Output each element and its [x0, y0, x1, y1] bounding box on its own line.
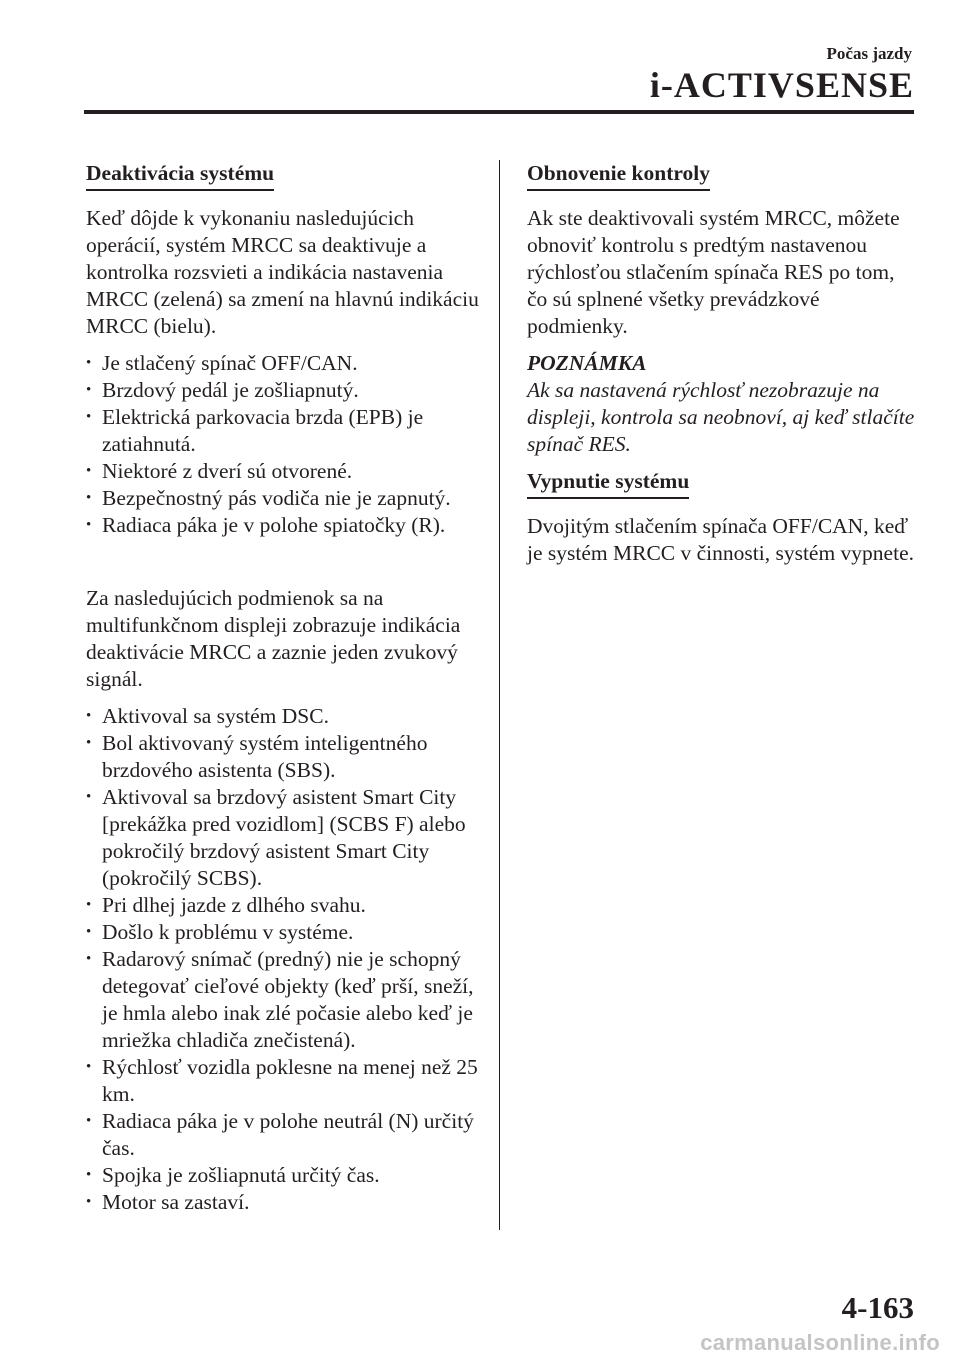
list-item: • Bol aktivovaný systém inteligentného brzdového asistenta (SBS). — [86, 730, 486, 784]
heading-deactivation: Deaktivácia systému — [86, 160, 274, 191]
list-item: • Spojka je zošliapnutá určitý čas. — [86, 1162, 486, 1189]
list-item: • Rýchlosť vozidla poklesne na menej než 25 km. — [86, 1054, 486, 1108]
list-item: • Aktivoval sa brzdový asistent Smart City [prekážka pred vozidlom] (SCBS F) alebo pokročilý brzdový asistent Smart City (pokročilý SCBS). — [86, 784, 486, 892]
turn-off-paragraph: Dvojitým stlačením spínača OFF/CAN, keď je systém MRCC v činnosti, systém vypnete. — [527, 514, 914, 565]
resume-paragraph: Ak ste deaktivovali systém MRCC, môžete obnoviť kontrolu s predtým nastavenou rýchlosťou stlačením spínača RES po tom, čo sú splnené všetky prevádzkové podmienky. — [527, 206, 900, 338]
list-item: • Aktivoval sa systém DSC. — [86, 703, 486, 730]
conditions-paragraph: Za nasledujúcich podmienok sa na multifunkčnom displeji zobrazuje indikácia deaktivácie MRCC a zaznie jeden zvukový signál. — [86, 586, 461, 691]
column-divider — [499, 160, 500, 1230]
heading-resume-control: Obnovenie kontroly — [527, 160, 710, 191]
deactivation-list — [86, 350, 486, 539]
list-item: • Je stlačený spínač OFF/CAN. — [86, 350, 486, 377]
note-text: Ak sa nastavená rýchlosť nezobrazuje na displeji, kontrola sa neobnoví, aj keď stlačíte spínač RES. — [527, 378, 915, 456]
note-title: POZNÁMKA — [527, 351, 647, 375]
list-item: • Motor sa zastaví. — [86, 1189, 486, 1216]
list-item: • Radiaca páka je v polohe spiatočky (R). — [86, 512, 486, 539]
list-item: • Brzdový pedál je zošliapnutý. — [86, 377, 486, 404]
deactivation-intro: Keď dôjde k vykonaniu nasledujúcich operácií, systém MRCC sa deaktivuje a kontrolka rozsvieti a indikácia nastavenia MRCC (zelená) sa zmení na hlavnú indikáciu MRCC (bielu). — [86, 206, 479, 338]
left-column — [86, 160, 486, 1226]
list-item: • Niektoré z dverí sú otvorené. — [86, 458, 486, 485]
list-item: • Elektrická parkovacia brzda (EPB) je zatiahnutá. — [86, 404, 486, 458]
right-column — [527, 160, 919, 577]
conditions-list — [86, 703, 486, 1216]
list-item: • Bezpečnostný pás vodiča nie je zapnutý. — [86, 485, 486, 512]
list-item: • Radiaca páka je v polohe neutrál (N) určitý čas. — [86, 1108, 486, 1162]
chapter-title: i-ACTIVSENSE — [649, 65, 914, 105]
heading-turn-off: Vypnutie systému — [527, 468, 689, 499]
list-item: • Radarový snímač (predný) nie je schopný detegovať cieľové objekty (keď prší, sneží, je hmla alebo inak zlé počasie alebo keď je mriežka chladiča znečistená). — [86, 946, 486, 1054]
section-title: Počas jazdy — [826, 44, 912, 63]
watermark: carmanualsonline.info — [700, 1330, 940, 1355]
spacer — [86, 549, 486, 585]
list-item: • Došlo k problému v systéme. — [86, 919, 486, 946]
header-rule — [84, 110, 914, 114]
page-number: 4-163 — [841, 1290, 914, 1325]
list-item: • Pri dlhej jazde z dlhého svahu. — [86, 892, 486, 919]
